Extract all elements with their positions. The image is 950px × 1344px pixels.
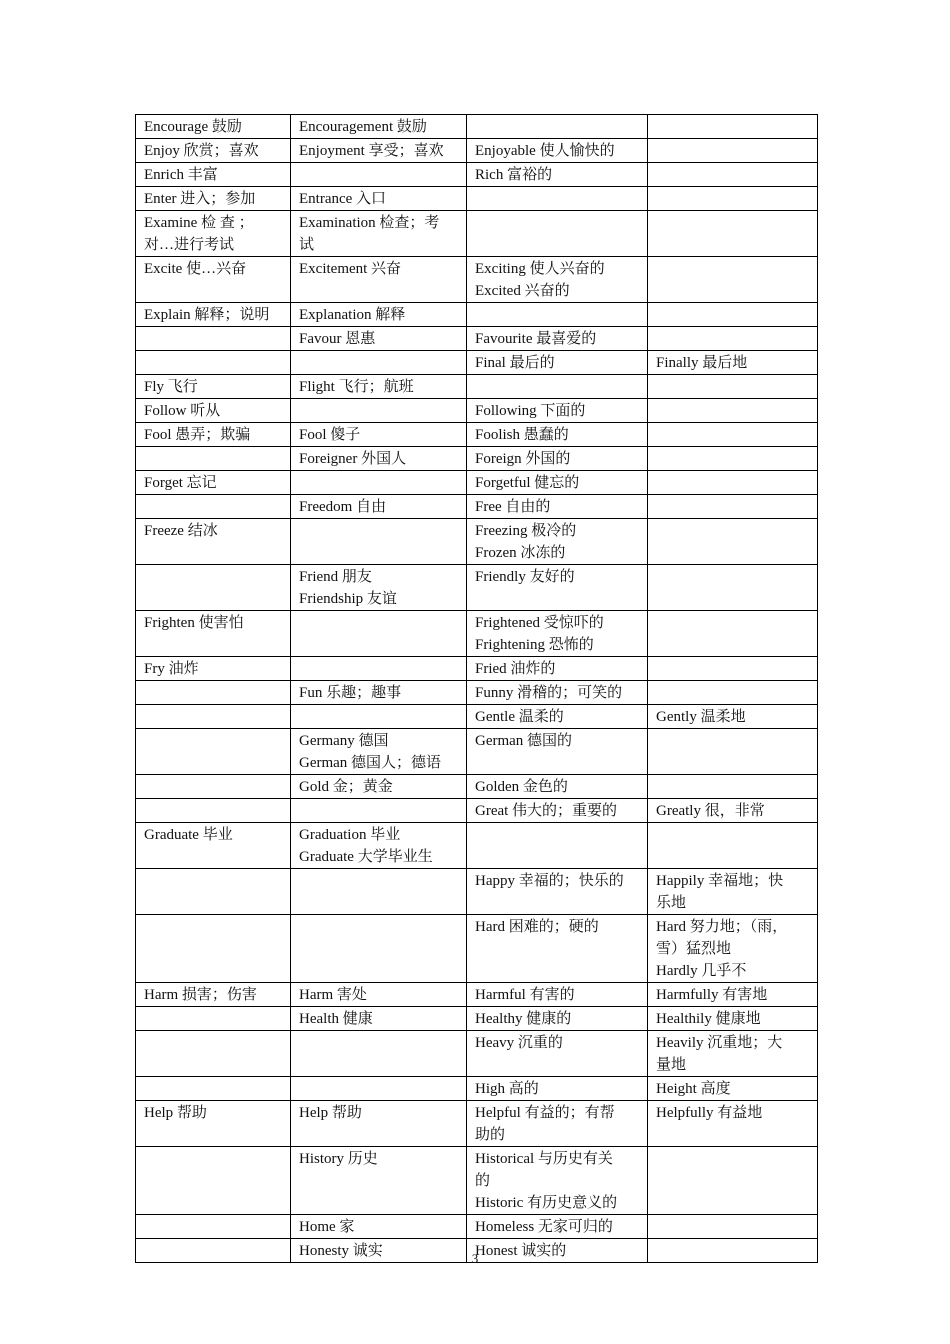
adjective-cell: Great 伟大的；重要的 (467, 799, 648, 823)
noun-cell: Entrance 入口 (291, 187, 467, 211)
noun-cell (291, 611, 467, 657)
adverb-cell (648, 657, 818, 681)
adjective-cell: Frightened 受惊吓的 Frightening 恐怖的 (467, 611, 648, 657)
verb-cell: Enter 进入；参加 (136, 187, 291, 211)
adjective-cell: Exciting 使人兴奋的 Excited 兴奋的 (467, 257, 648, 303)
table-row (136, 915, 818, 983)
table-row (136, 869, 818, 915)
verb-cell: Freeze 结冰 (136, 519, 291, 565)
table-row (136, 399, 818, 423)
adverb-cell (648, 447, 818, 471)
table-row (136, 823, 818, 869)
table-row (136, 471, 818, 495)
verb-cell: Excite 使…兴奋 (136, 257, 291, 303)
noun-cell: Help 帮助 (291, 1101, 467, 1147)
adverb-cell (648, 681, 818, 705)
noun-cell: Health 健康 (291, 1007, 467, 1031)
noun-cell: Gold 金；黄金 (291, 775, 467, 799)
adjective-cell: Historical 与历史有关 的 Historic 有历史意义的 (467, 1147, 648, 1215)
verb-cell (136, 495, 291, 519)
table-row (136, 1031, 818, 1077)
table-row (136, 187, 818, 211)
adjective-cell: Favourite 最喜爱的 (467, 327, 648, 351)
table-row (136, 657, 818, 681)
table-row (136, 1101, 818, 1147)
adjective-cell: Happy 幸福的；快乐的 (467, 869, 648, 915)
adverb-cell: Helpfully 有益地 (648, 1101, 818, 1147)
table-row (136, 257, 818, 303)
adverb-cell (648, 327, 818, 351)
table-row (136, 983, 818, 1007)
adjective-cell: German 德国的 (467, 729, 648, 775)
verb-cell (136, 915, 291, 983)
vocabulary-table-body (136, 115, 818, 1263)
verb-cell: Follow 听从 (136, 399, 291, 423)
adjective-cell (467, 211, 648, 257)
verb-cell: Help 帮助 (136, 1101, 291, 1147)
noun-cell (291, 351, 467, 375)
adverb-cell (648, 375, 818, 399)
noun-cell: Excitement 兴奋 (291, 257, 467, 303)
adjective-cell: Rich 富裕的 (467, 163, 648, 187)
table-row (136, 327, 818, 351)
verb-cell: Harm 损害；伤害 (136, 983, 291, 1007)
verb-cell: Graduate 毕业 (136, 823, 291, 869)
noun-cell: Freedom 自由 (291, 495, 467, 519)
table-row (136, 565, 818, 611)
table-row (136, 799, 818, 823)
verb-cell: Fly 飞行 (136, 375, 291, 399)
adverb-cell (648, 423, 818, 447)
adjective-cell: Heavy 沉重的 (467, 1031, 648, 1077)
adverb-cell (648, 257, 818, 303)
noun-cell: Fun 乐趣；趣事 (291, 681, 467, 705)
adjective-cell: Honest 诚实的 (467, 1239, 648, 1263)
noun-cell: Honesty 诚实 (291, 1239, 467, 1263)
verb-cell (136, 447, 291, 471)
noun-cell (291, 399, 467, 423)
noun-cell: Favour 恩惠 (291, 327, 467, 351)
verb-cell: Enjoy 欣赏；喜欢 (136, 139, 291, 163)
verb-cell (136, 351, 291, 375)
verb-cell (136, 799, 291, 823)
noun-cell (291, 915, 467, 983)
adverb-cell (648, 495, 818, 519)
verb-cell (136, 1147, 291, 1215)
noun-cell: History 历史 (291, 1147, 467, 1215)
table-row (136, 115, 818, 139)
adjective-cell: Forgetful 健忘的 (467, 471, 648, 495)
noun-cell (291, 657, 467, 681)
noun-cell: Harm 害处 (291, 983, 467, 1007)
noun-cell (291, 869, 467, 915)
adjective-cell: Free 自由的 (467, 495, 648, 519)
adjective-cell (467, 375, 648, 399)
table-row (136, 519, 818, 565)
verb-cell (136, 705, 291, 729)
verb-cell: Forget 忘记 (136, 471, 291, 495)
adverb-cell: Hard 努力地；（雨， 雪）猛烈地 Hardly 几乎不 (648, 915, 818, 983)
noun-cell: Encouragement 鼓励 (291, 115, 467, 139)
table-row (136, 681, 818, 705)
adjective-cell (467, 303, 648, 327)
verb-cell: Frighten 使害怕 (136, 611, 291, 657)
verb-cell: Fool 愚弄；欺骗 (136, 423, 291, 447)
adjective-cell: Foreign 外国的 (467, 447, 648, 471)
page-number: 3 (471, 1251, 479, 1266)
adverb-cell (648, 565, 818, 611)
adjective-cell: Freezing 极冷的 Frozen 冰冻的 (467, 519, 648, 565)
adjective-cell: Enjoyable 使人愉快的 (467, 139, 648, 163)
verb-cell: Enrich 丰富 (136, 163, 291, 187)
adjective-cell: Gentle 温柔的 (467, 705, 648, 729)
table-row (136, 729, 818, 775)
adverb-cell (648, 611, 818, 657)
adjective-cell (467, 115, 648, 139)
verb-cell (136, 1007, 291, 1031)
vocabulary-table (135, 114, 818, 1263)
adverb-cell (648, 211, 818, 257)
adverb-cell: Gently 温柔地 (648, 705, 818, 729)
noun-cell: Fool 傻子 (291, 423, 467, 447)
adverb-cell (648, 303, 818, 327)
verb-cell (136, 1031, 291, 1077)
table-row (136, 163, 818, 187)
adverb-cell (648, 1215, 818, 1239)
table-row (136, 447, 818, 471)
noun-cell (291, 471, 467, 495)
adjective-cell: Golden 金色的 (467, 775, 648, 799)
noun-cell (291, 1077, 467, 1101)
adjective-cell: Fried 油炸的 (467, 657, 648, 681)
verb-cell (136, 775, 291, 799)
table-row (136, 139, 818, 163)
table-row (136, 303, 818, 327)
table-row (136, 211, 818, 257)
noun-cell (291, 705, 467, 729)
adjective-cell: Healthy 健康的 (467, 1007, 648, 1031)
table-row (136, 351, 818, 375)
adjective-cell: Friendly 友好的 (467, 565, 648, 611)
adjective-cell (467, 823, 648, 869)
adverb-cell (648, 115, 818, 139)
adverb-cell (648, 823, 818, 869)
adjective-cell: Hard 困难的；硬的 (467, 915, 648, 983)
adjective-cell: Homeless 无家可归的 (467, 1215, 648, 1239)
verb-cell (136, 565, 291, 611)
adverb-cell (648, 471, 818, 495)
verb-cell: Explain 解释；说明 (136, 303, 291, 327)
table-row (136, 495, 818, 519)
verb-cell (136, 729, 291, 775)
noun-cell: Examination 检查；考 试 (291, 211, 467, 257)
table-row (136, 1147, 818, 1215)
adverb-cell: Happily 幸福地；快 乐地 (648, 869, 818, 915)
noun-cell: Germany 德国 German 德国人；德语 (291, 729, 467, 775)
adjective-cell: Funny 滑稽的；可笑的 (467, 681, 648, 705)
table-row (136, 775, 818, 799)
verb-cell (136, 327, 291, 351)
table-row (136, 375, 818, 399)
adverb-cell (648, 729, 818, 775)
adverb-cell (648, 163, 818, 187)
noun-cell: Graduation 毕业 Graduate 大学毕业生 (291, 823, 467, 869)
noun-cell: Explanation 解释 (291, 303, 467, 327)
noun-cell (291, 1031, 467, 1077)
adverb-cell (648, 775, 818, 799)
adjective-cell: High 高的 (467, 1077, 648, 1101)
adjective-cell: Harmful 有害的 (467, 983, 648, 1007)
table-row (136, 1077, 818, 1101)
adverb-cell: Healthily 健康地 (648, 1007, 818, 1031)
verb-cell: Examine 检 查 ； 对…进行考试 (136, 211, 291, 257)
adverb-cell (648, 139, 818, 163)
adverb-cell: Greatly 很，非常 (648, 799, 818, 823)
adjective-cell (467, 187, 648, 211)
adverb-cell: Height 高度 (648, 1077, 818, 1101)
verb-cell: Encourage 鼓励 (136, 115, 291, 139)
adverb-cell (648, 519, 818, 565)
adverb-cell: Heavily 沉重地；大 量地 (648, 1031, 818, 1077)
adjective-cell: Foolish 愚蠢的 (467, 423, 648, 447)
adverb-cell (648, 1147, 818, 1215)
adverb-cell: Harmfully 有害地 (648, 983, 818, 1007)
verb-cell (136, 681, 291, 705)
table-row (136, 611, 818, 657)
noun-cell: Flight 飞行；航班 (291, 375, 467, 399)
adjective-cell: Helpful 有益的；有帮 助的 (467, 1101, 648, 1147)
noun-cell: Enjoyment 享受；喜欢 (291, 139, 467, 163)
table-row (136, 423, 818, 447)
table-row (136, 1007, 818, 1031)
adjective-cell: Final 最后的 (467, 351, 648, 375)
verb-cell (136, 1077, 291, 1101)
table-row (136, 1215, 818, 1239)
noun-cell (291, 799, 467, 823)
adverb-cell (648, 187, 818, 211)
noun-cell (291, 519, 467, 565)
adverb-cell: Finally 最后地 (648, 351, 818, 375)
noun-cell (291, 163, 467, 187)
verb-cell: Fry 油炸 (136, 657, 291, 681)
adverb-cell (648, 399, 818, 423)
verb-cell (136, 1215, 291, 1239)
table-row (136, 705, 818, 729)
noun-cell: Home 家 (291, 1215, 467, 1239)
adjective-cell: Following 下面的 (467, 399, 648, 423)
noun-cell: Foreigner 外国人 (291, 447, 467, 471)
noun-cell: Friend 朋友 Friendship 友谊 (291, 565, 467, 611)
verb-cell (136, 869, 291, 915)
